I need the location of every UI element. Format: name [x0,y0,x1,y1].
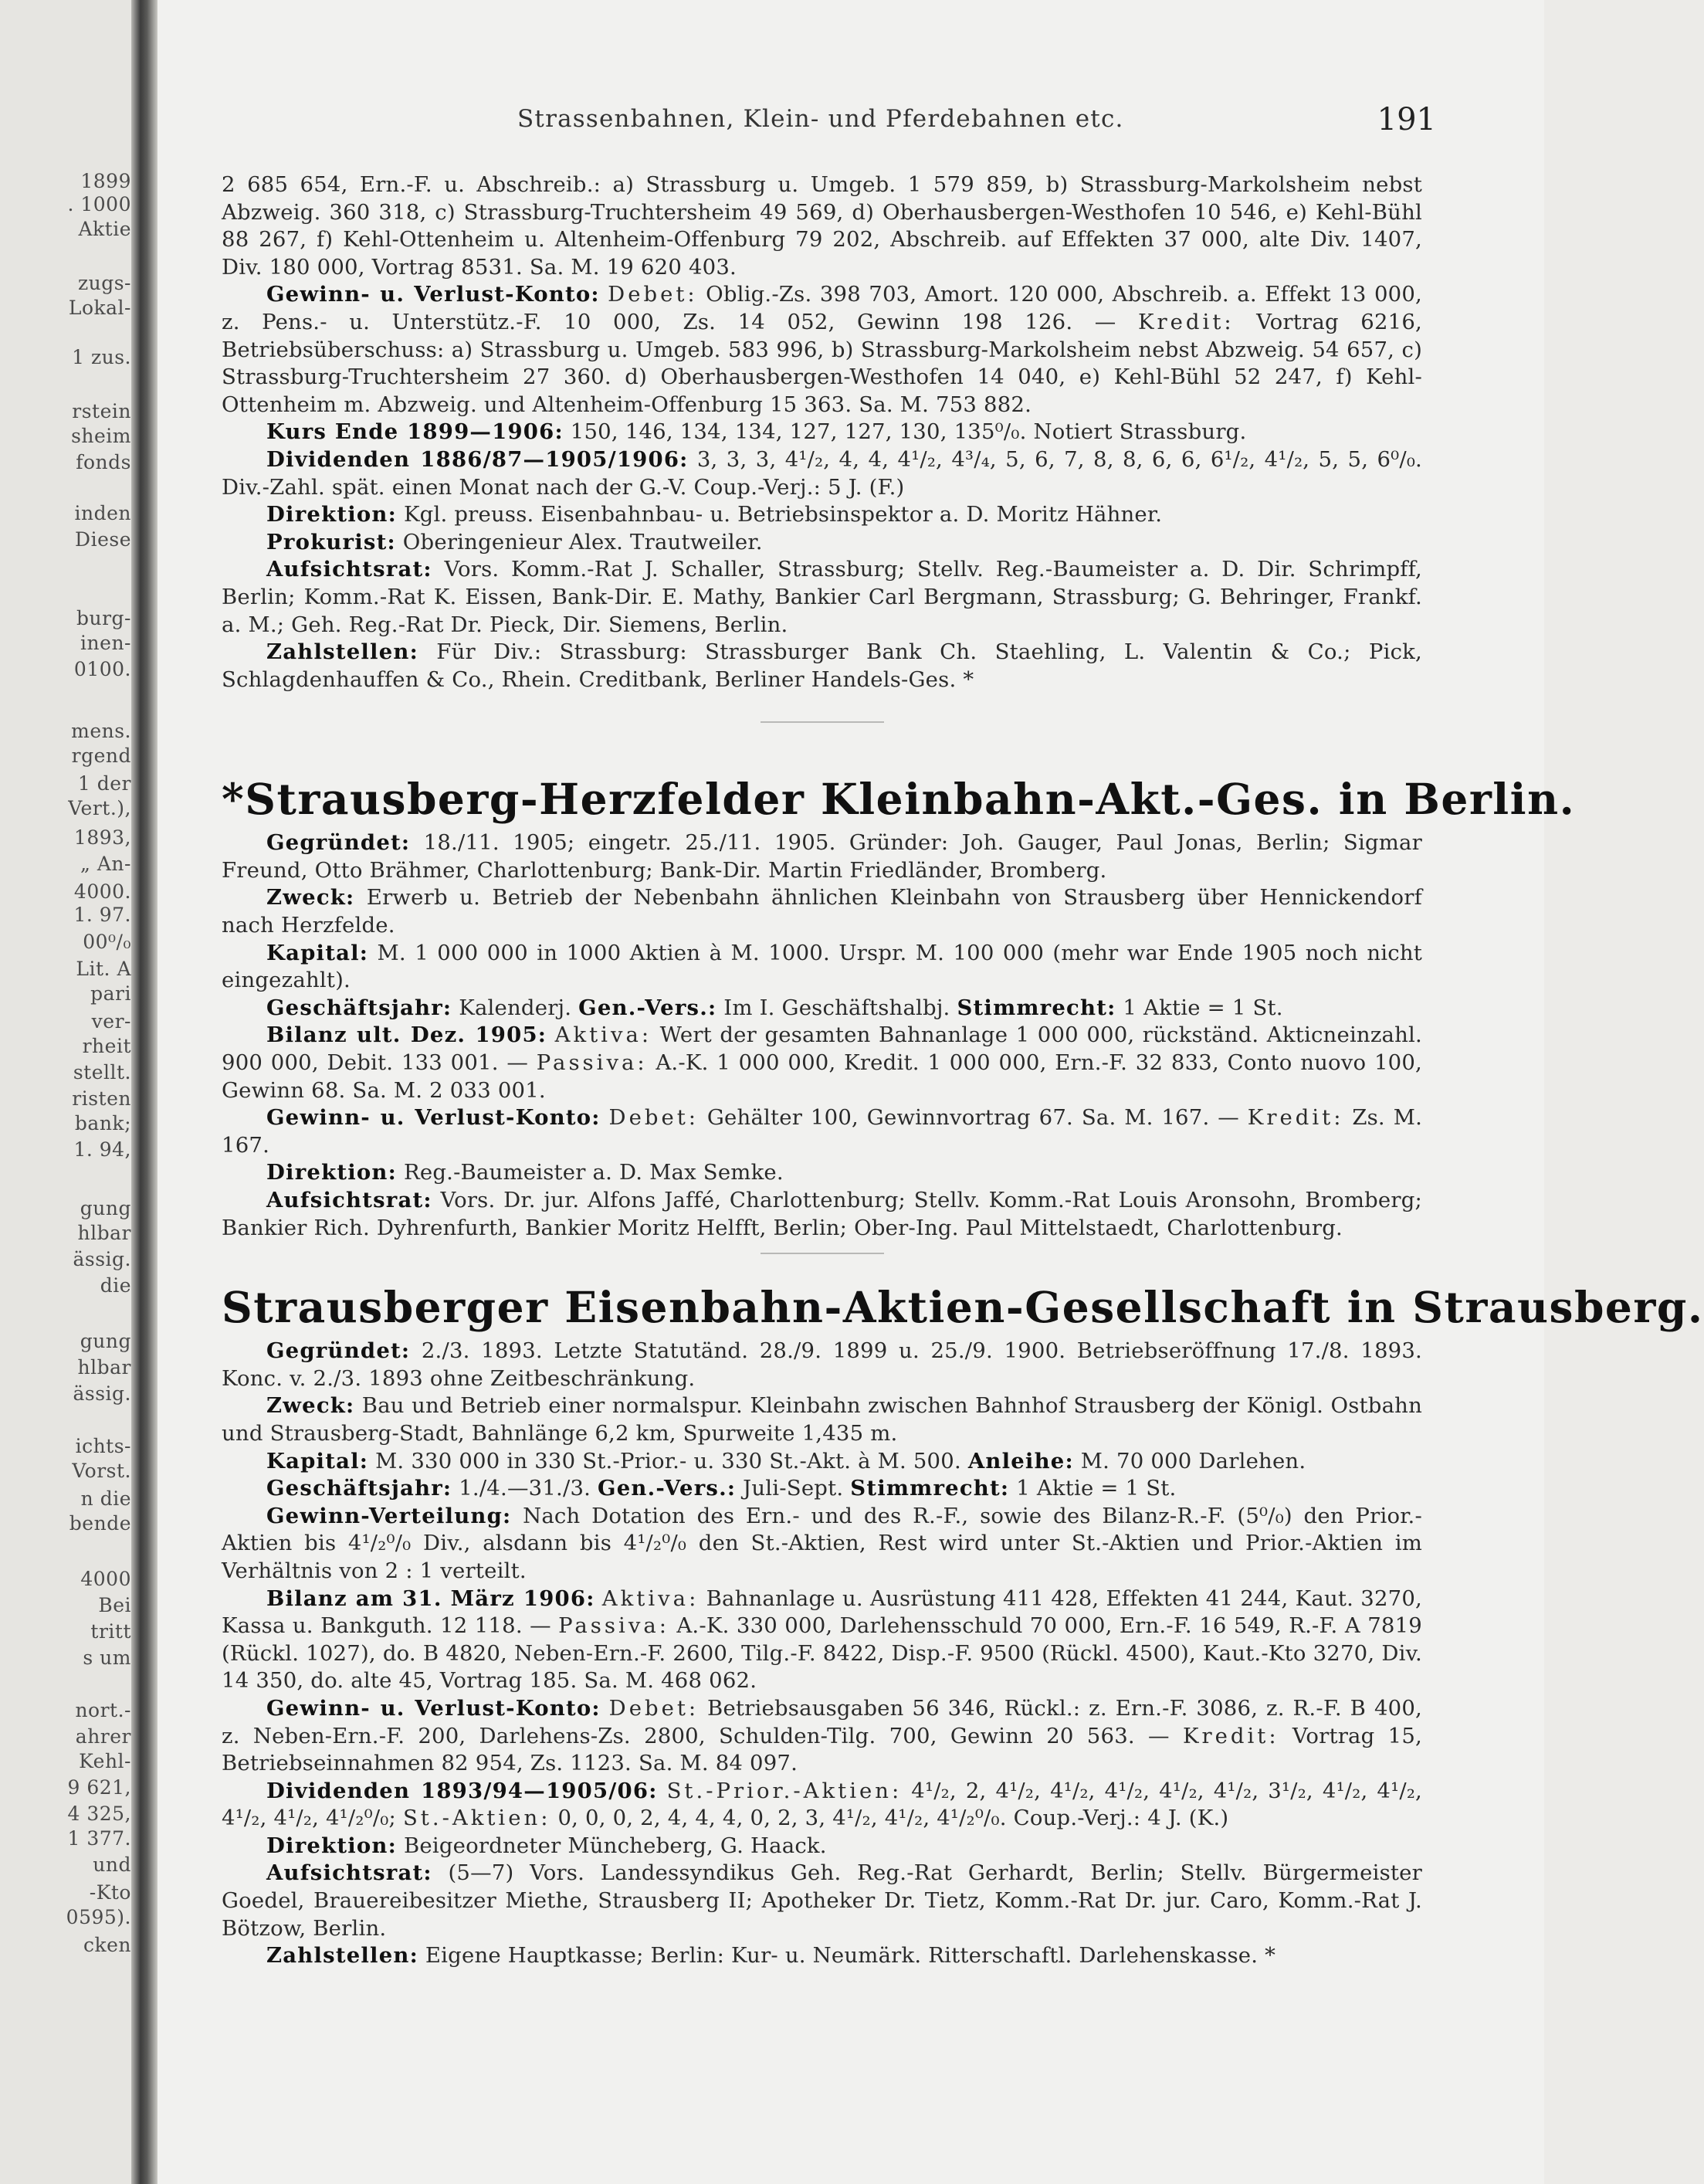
zweck-entry [222,884,1422,939]
entry-text: Reg.-Baumeister a. D. Max Semke. [403,1160,784,1185]
prev-page-fragment: . 1000 [67,193,131,215]
prev-page-fragment: 0595). [66,1906,131,1928]
profit-loss-entry [222,1695,1422,1778]
prev-page-fragment: Lokal- [68,297,131,319]
entry-label: Gewinn- u. Verlust-Konto: [266,1695,601,1721]
entry-label: Gen.-Vers.: [578,995,717,1020]
gegruendet-entry [222,829,1422,884]
entry-label: Direktion: [266,1833,397,1858]
prev-page-fragment: ässig. [73,1382,131,1405]
entry-text: Für Div.: Strassburg: Strassburger Bank Ch. Staehling, L. Valentin & Co.; Pick, Schlagdenhauffen & Co., Rhein. Creditbank, Berliner Handels-Ges. * [222,639,1422,692]
prev-page-fragment: 1. 97. [73,904,131,926]
entry-label: Zweck: [266,1393,355,1419]
entry-text: Erwerb u. Betrieb der Nebenbahn ähnlichen Kleinbahn von Strausberg über Hennickendorf nach Herzfelde. [222,885,1422,938]
entry-label: Direktion: [266,502,397,527]
prev-page-fragment: hlbar [77,1222,131,1244]
entry-label: Stimmrecht: [850,1476,1010,1501]
dividenden-entry [222,1778,1422,1833]
previous-page-edge [0,0,131,2184]
entry-label: Gegründet: [266,1338,411,1364]
prev-page-fragment: inen- [80,632,131,654]
prev-page-fragment: risten [72,1087,131,1110]
gewinn-verteilung-entry [222,1503,1422,1585]
entry-text: Im I. Geschäftshalbj. [723,995,950,1020]
entry-text: Nach Dotation des Ern.- und des R.-F., sowie des Bilanz-R.-F. (5⁰/₀) den Prior.-Aktien bis 4¹/₂⁰/₀ Div., alsdann bis 4¹/₂⁰/₀ den St.-Aktien, Rest wird unter St.-Aktien und Prior.-Aktien im Verhältnis von 2 : 1 verteilt. [222,1503,1422,1583]
entry-label: Anleihe: [967,1448,1074,1474]
prev-page-fragment: n die [80,1487,131,1510]
prev-page-fragment: ichts- [75,1435,131,1457]
entry-text: Vortrag 15, Betriebseinnahmen 82 954, Zs. 1123. Sa. M. 84 097. [222,1723,1422,1776]
entry-text: A.-K. 1 000 000, Kredit. 1 000 000, Ern.-F. 32 833, Conto nuovo 100, Gewinn 68. Sa. M. 2 033 001. [222,1050,1422,1103]
prev-page-fragment: pari [90,982,131,1005]
entry-text: Juli-Sept. [743,1476,844,1501]
page-number: 191 [1377,102,1436,137]
prev-page-fragment: Bei [98,1594,131,1616]
prev-page-fragment: nort.- [75,1699,131,1721]
entry-text: 3, 3, 3, 4¹/₂, 4, 4, 4¹/₂, 4³/₄, 5, 6, 7, 8, 8, 6, 6, 6¹/₂, 4¹/₂, 5, 5, 6⁰/₀. Div.-Zahl. spät. einen Monat nach der G.-V. Coup.-Verj.: 5 J. (F.) [222,446,1422,500]
kapital-entry [222,1448,1422,1476]
prev-page-fragment: fonds [76,451,131,473]
gegruendet-entry [222,1338,1422,1392]
geschaeftsjahr-entry [222,1475,1422,1503]
prev-page-fragment: Vorst. [72,1460,131,1482]
section-divider [761,721,884,723]
direktion-entry [222,1159,1422,1187]
prev-page-fragment: mens. [71,720,131,742]
entry-label: Geschäftsjahr: [266,1476,452,1501]
debet-label: Debet: [608,1695,700,1721]
dividenden-entry [222,446,1422,501]
kapital-entry [222,940,1422,995]
prev-page-fragment: Aktie [78,218,131,240]
entry-label: Kapital: [266,1448,369,1474]
prev-page-fragment: zugs- [77,272,131,294]
prev-page-fragment: rstein [72,400,131,422]
prev-page-fragment: cken [83,1934,131,1956]
prev-page-fragment: 1 377. [67,1827,131,1850]
prev-page-fragment: hlbar [77,1356,131,1379]
profit-loss-entry [222,281,1422,419]
prev-page-fragment: und [93,1853,131,1876]
prev-page-fragment: s um [83,1646,131,1669]
entry-label: Kurs Ende 1899—1906: [266,419,564,445]
entry-text: A.-K. 330 000, Darlehensschuld 70 000, Ern.-F. 16 549, R.-F. A 7819 (Rückl. 1027), do. B 4820, Neben-Ern.-F. 2600, Tilg.-F. 8422, Disp.-F. 9500 (Rückl. 4500), Kaut.-Kto 3270, Div. 14 350, do. alte 45, Vortrag 185. Sa. M. 468 062. [222,1613,1422,1694]
entry-label: Zweck: [266,885,355,911]
entry-text: 4¹/₂, 2, 4¹/₂, 4¹/₂, 4¹/₂, 4¹/₂, 4¹/₂, 3¹/₂, 4¹/₂, 4¹/₂, 4¹/₂, 4¹/₂, 4¹/₂⁰/₀; [222,1778,1422,1831]
aufsichtsrat-entry [222,556,1422,639]
prev-page-fragment: bank; [74,1112,131,1134]
entry-label: Dividenden 1886/87—1905/1906: [266,446,689,472]
prev-page-fragment: rgend [71,744,131,767]
prev-page-fragment: 4000. [73,880,131,903]
prev-page-fragment: bende [69,1512,131,1535]
entry-label: Gewinn-Verteilung: [266,1503,512,1528]
passiva-label: Passiva: [558,1613,670,1639]
entry-text: 18./11. 1905; eingetr. 25./11. 1905. Gründer: Joh. Gauger, Paul Jonas, Berlin; Sigmar Freund, Otto Brähmer, Charlottenburg; Bank-Dir. Martin Friedländer, Bromberg. [222,830,1422,883]
entry-label: Zahlstellen: [266,639,418,665]
prev-page-fragment: sheim [71,425,131,447]
book-gutter [131,0,158,2184]
entry-text: Kgl. preuss. Eisenbahnbau- u. Betriebsinspektor a. D. Moritz Hähner. [403,502,1163,527]
prev-page-fragment: 1 der [77,772,131,795]
zahlstellen-entry [222,1942,1422,1970]
prokurist-entry [222,529,1422,557]
entry-text: Gehälter 100, Gewinnvortrag 67. Sa. M. 167. — [706,1105,1239,1131]
entry-text: Vors. Dr. jur. Alfons Jaffé, Charlottenburg; Stellv. Komm.-Rat Louis Aronsohn, Bromberg; Bankier Rich. Dyhrenfurth, Bankier Moritz Helfft, Berlin; Ober-Ing. Paul Mittelstaedt, Charlottenburg. [222,1188,1423,1240]
entry-text: Beigeordneter Müncheberg, G. Haack. [403,1833,827,1858]
direktion-entry [222,501,1422,529]
prev-page-fragment: 4000 [80,1568,131,1590]
kredit-label: Kredit: [1182,1723,1279,1748]
entry-text: M. 70 000 Darlehen. [1080,1448,1306,1474]
entry-text: 1 Aktie = 1 St. [1016,1476,1177,1501]
entry-text: Betriebsausgaben 56 346, Rückl.: z. Ern.-F. 3086, z. R.-F. B 400, z. Neben-Ern.-F. 200, Darlehens-Zs. 2800, Schulden-Tilg. 700, Gewinn 20 563. — [222,1695,1422,1748]
prev-page-fragment: inden [74,502,131,524]
passiva-label: Passiva: [536,1050,648,1076]
profit-loss-entry [222,1104,1422,1159]
entry-text: 0, 0, 0, 2, 4, 4, 4, 0, 2, 3, 4¹/₂, 4¹/₂, 4¹/₂⁰/₀. Coup.-Verj.: 4 J. (K.) [557,1806,1229,1831]
entry-text: Wert der gesamten Bahnanlage 1 000 000, rückständ. Akticneinzahl. 900 000, Debit. 133 001. — [222,1022,1422,1076]
prev-page-fragment: 1899 [80,170,131,192]
prev-page-fragment: ver- [91,1010,131,1033]
entry-label: Stimmrecht: [957,995,1116,1020]
prev-page-fragment: tritt [90,1620,131,1643]
prev-page-fragment: burg- [76,607,131,629]
aufsichtsrat-entry [222,1860,1422,1942]
prev-page-fragment: Lit. A [76,958,131,980]
company-title: *Strausberg-Herzfelder Kleinbahn-Akt.-Ges. in Berlin. [222,774,1576,825]
header-title: Strassenbahnen, Klein- und Pferdebahnen etc. [517,105,1124,133]
bilanz-entry [222,1022,1422,1104]
entry-text: (5—7) Vors. Landessyndikus Geh. Reg.-Rat Gerhardt, Berlin; Stellv. Bürgermeister Goedel, Brauereibesitzer Miethe, Strausberg II; Apotheker Dr. Tietz, Komm.-Rat Dr. jur. Caro, Komm.-Rat J. Bötzow, Berlin. [222,1860,1422,1941]
entry-text: Vortrag 6216, Betriebsüberschuss: a) Strassburg u. Umgeb. 583 996, b) Strassburg-Markolsheim nebst Abzweig. 54 657, c) Strassburg-Truchtersheim 27 360. d) Oberhausbergen-Westhofen 14 040, e) Kehl-Bühl 52 247, f) Kehl-Ottenheim m. Abzweig. und Altenheim-Offenburg 15 363. Sa. M. 753 882. [222,309,1422,417]
entry-text: 2./3. 1893. Letzte Statutänd. 28./9. 1899 u. 25./9. 1900. Betriebseröffnung 17./8. 1893. Konc. v. 2./3. 1893 ohne Zeitbeschränkung. [222,1338,1422,1391]
entry-text: 1 Aktie = 1 St. [1123,995,1283,1020]
debet-label: Debet: [608,1105,700,1131]
entry-label: Dividenden 1893/94—1905/06: [266,1778,658,1803]
entry-text: Oberingenieur Alex. Trautweiler. [402,529,763,554]
page-content [222,171,1704,1970]
prev-page-fragment: 0100. [73,658,131,680]
entry-label: Kapital: [266,940,369,965]
entry-label: Aufsichtsrat: [266,1860,432,1886]
entry-text: Eigene Hauptkasse; Berlin: Kur- u. Neumärk. Ritterschaftl. Darlehenskasse. * [425,1943,1276,1969]
entry-text: 1./4.—31./3. [459,1476,591,1501]
prev-page-fragment: ässig. [73,1248,131,1270]
entry-label: Aufsichtsrat: [266,557,432,582]
entry-text: Vors. Komm.-Rat J. Schaller, Strassburg; Stellv. Reg.-Baumeister a. D. Dir. Schrimpff, Berlin; Komm.-Rat K. Eissen, Bank-Dir. E. Mathy, Bankier Carl Bergmann, Strassburg; G. Behringer, Frankf. a. M.; Geh. Reg.-Rat Dr. Pieck, Dir. Siemens, Berlin. [222,557,1422,637]
kredit-label: Kredit: [1247,1105,1344,1131]
prev-page-fragment: Kehl- [79,1750,131,1772]
prev-page-fragment: 1893, [73,826,131,849]
prev-page-fragment: 00⁰/₀ [83,931,131,953]
company-title: Strausberger Eisenbahn-Aktien-Gesellschaft in Strausberg. [222,1282,1704,1333]
prev-page-fragment: 9 621, [67,1776,131,1799]
zahlstellen-entry [222,639,1422,694]
prev-page-fragment: „ An- [80,853,131,875]
entry-label: Aufsichtsrat: [266,1188,432,1212]
entry-label: Prokurist: [266,529,396,554]
entry-label: Gegründet: [266,830,411,856]
entry-text: Kalenderj. [459,995,572,1020]
prev-page-fragment: 1 zus. [72,346,131,368]
kredit-label: Kredit: [1137,309,1235,334]
entry-label: Bilanz am 31. März 1906: [266,1585,595,1611]
prior-aktien-label: St.-Prior.-Aktien: [666,1778,903,1803]
balance-continuation: 2 685 654, Ern.-F. u. Abschreib.: a) Strassburg u. Umgeb. 1 579 859, b) Strassburg-Markolsheim nebst Abzweig. 360 318, c) Strassburg-Truchtersheim 49 569, d) Oberhausbergen-Westhofen 10 546, e) Kehl-Bühl 88 267, f) Kehl-Ottenheim u. Altenheim-Offenburg 79 202, Abschreib. auf Effekten 37 000, alte Div. 1407, Div. 180 000, Vortrag 8531. Sa. M. 19 620 403. [222,172,1422,280]
st-aktien-label: St.-Aktien: [402,1806,551,1831]
aufsichtsrat-entry [222,1187,1422,1242]
entry-label: Bilanz ult. Dez. 1905: [266,1022,547,1048]
entry-text: M. 1 000 000 in 1000 Aktien à M. 1000. Urspr. M. 100 000 (mehr war Ende 1905 noch nicht eingezahlt). [222,940,1422,993]
entry-label: Zahlstellen: [266,1943,418,1969]
entry-text: 150, 146, 134, 134, 127, 127, 130, 135⁰/₀. Notiert Strassburg. [570,419,1247,445]
aktiva-label: Aktiva: [554,1022,652,1048]
section-divider [761,1253,884,1254]
prev-page-fragment: gung [80,1330,131,1352]
company-entry-strausberg-herzfelder [222,774,1576,1242]
zweck-entry [222,1392,1422,1447]
prev-page-fragment: rheit [82,1035,131,1057]
entry-text: Bau und Betrieb einer normalspur. Kleinbahn zwischen Bahnhof Strausberg der Königl. Ostbahn und Strausberg-Stadt, Bahnlänge 6,2 km, Spurweite 1,435 m. [222,1393,1422,1446]
entry-label: Gewinn- u. Verlust-Konto: [266,1105,601,1131]
prev-page-fragment: gung [80,1197,131,1219]
entry-label: Gen.-Vers.: [598,1476,737,1501]
entry-text: Oblig.-Zs. 398 703, Amort. 120 000, Abschreib. a. Effekt 13 000, z. Pens.- u. Unterstütz.-F. 10 000, Zs. 14 052, Gewinn 198 126. — [222,282,1422,334]
running-header [363,102,1436,144]
section-continuation [222,171,1422,694]
aktiva-label: Aktiva: [601,1585,700,1611]
kurs-entry [222,419,1422,446]
prev-page-fragment: Diese [75,528,131,551]
prev-page-fragment: -Kto [89,1881,131,1904]
prev-page-fragment: die [100,1274,131,1297]
entry-label: Direktion: [266,1160,397,1185]
direktion-entry [222,1833,1422,1860]
entry-text: Zs. M. 167. [222,1105,1423,1158]
prev-page-fragment: Vert.), [68,797,131,819]
prev-page-fragment: 4 325, [67,1802,131,1825]
entry-label: Gewinn- u. Verlust-Konto: [266,282,600,307]
entry-text: M. 330 000 in 330 St.-Prior.- u. 330 St.-Akt. à M. 500. [375,1448,961,1474]
geschaeftsjahr-entry [222,995,1422,1022]
debet-label: Debet: [608,282,698,307]
entry-label: Geschäftsjahr: [266,995,452,1020]
entry-text: Bahnanlage u. Ausrüstung 411 428, Effekten 41 244, Kaut. 3270, Kassa u. Bankguth. 12 118. — [222,1585,1422,1639]
bilanz-entry [222,1585,1422,1695]
prev-page-fragment: 1. 94, [73,1138,131,1161]
company-entry-strausberger-eisenbahn [222,1282,1704,1970]
prev-page-fragment: ahrer [75,1725,131,1748]
prev-page-fragment: stellt. [73,1061,131,1084]
